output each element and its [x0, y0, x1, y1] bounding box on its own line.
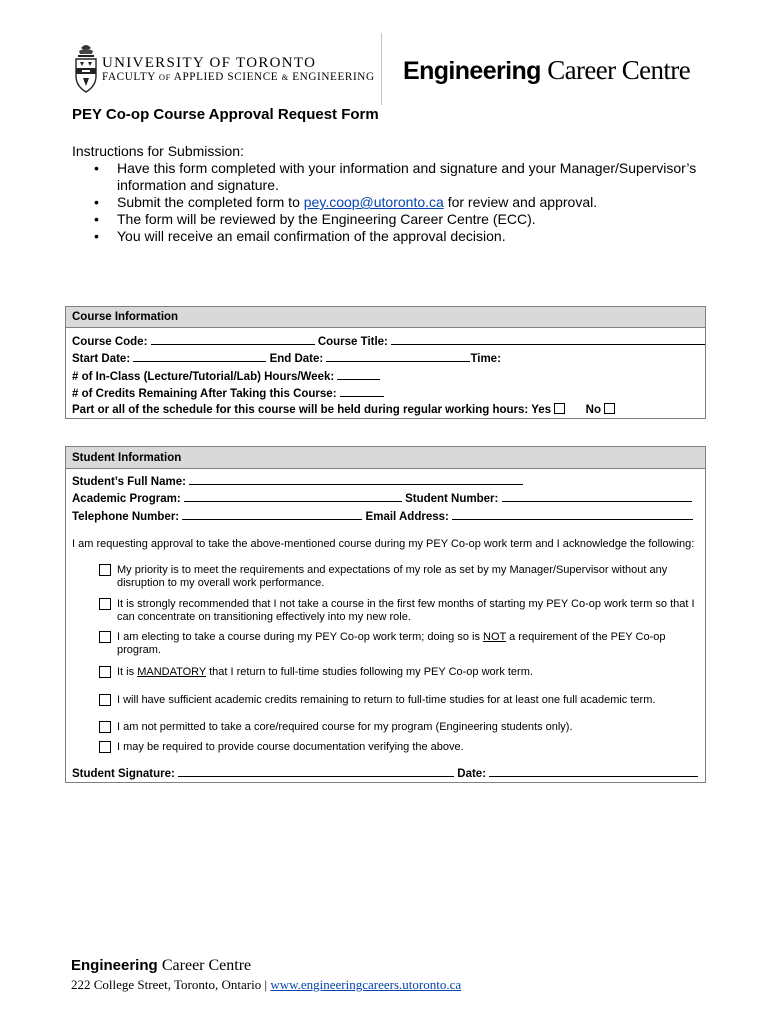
credits-remaining-field[interactable]: [340, 386, 384, 397]
instruction-item: • You will receive an email confirmation of the approval decision.: [94, 228, 714, 245]
contact-row: Telephone Number: Email Address:: [72, 509, 693, 523]
instruction-item: • The form will be reviewed by the Engineering Career Centre (ECC).: [94, 211, 714, 228]
program-row: Academic Program: Student Number:: [72, 491, 692, 505]
footer-website-link[interactable]: www.engineeringcareers.utoronto.ca: [270, 977, 462, 992]
course-information-heading: Course Information: [66, 307, 705, 328]
dates-row: Start Date: End Date: Time:: [72, 353, 501, 365]
ack-item-mandatory: It is MANDATORY that I return to full-time studies following my PEY Co-op work term.: [99, 666, 699, 679]
credits-row: # of Credits Remaining After Taking this Course:: [72, 386, 384, 400]
hours-row: # of In-Class (Lecture/Tutorial/Lab) Hours/Week:: [72, 369, 380, 383]
instruction-item-submit: • Submit the completed form to pey.coop@utoronto.ca for review and approval.: [94, 194, 714, 211]
end-date-field[interactable]: [326, 351, 470, 362]
email-address-field[interactable]: [452, 509, 693, 520]
start-date-field[interactable]: [133, 351, 266, 362]
header-divider: [381, 33, 382, 105]
ack-item-priority: My priority is to meet the requirements and expectations of my role as set by my Manager/Supervisor without any disruption to my overall work performance.: [99, 564, 699, 590]
ack-electing-checkbox[interactable]: [99, 631, 111, 643]
footer-address: 222 College Street, Toronto, Ontario | www.engineeringcareers.utoronto.ca: [71, 977, 462, 992]
ack-item-core-course: I am not permitted to take a core/required course for my program (Engineering students only).: [99, 721, 699, 734]
ack-item-credits: I will have sufficient academic credits remaining to return to full-time studies for at least one full academic term.: [99, 694, 699, 707]
student-number-field[interactable]: [502, 491, 692, 502]
course-code-row: Course Code: Course Title:: [72, 334, 705, 348]
schedule-yes-checkbox[interactable]: [554, 403, 565, 414]
signature-row: Student Signature: Date:: [72, 766, 698, 780]
page-header: [0, 0, 770, 100]
instructions-list: [94, 160, 714, 245]
acknowledgement-intro: I am requesting approval to take the above-mentioned course during my PEY Co-op work term and I acknowledge the following:: [72, 538, 695, 550]
instructions-heading: Instructions for Submission:: [72, 143, 244, 159]
course-information-section: [65, 306, 706, 419]
ecc-logo: Engineering Career Centre: [403, 55, 691, 85]
university-crest-icon: [73, 42, 99, 94]
faculty-name: FACULTY OF APPLIED SCIENCE & ENGINEERING: [102, 71, 375, 83]
telephone-field[interactable]: [182, 509, 362, 520]
ack-priority-checkbox[interactable]: [99, 564, 111, 576]
instruction-item: • Have this form completed with your information and signature and your Manager/Supervisor’s information and signature.: [94, 160, 714, 194]
ack-item-electing: I am electing to take a course during my PEY Co-op work term; doing so is NOT a requirement of the PEY Co-op program.: [99, 631, 699, 657]
hours-per-week-field[interactable]: [337, 369, 380, 380]
schedule-row: Part or all of the schedule for this course will be held during regular working hours: Yes No: [72, 403, 615, 416]
ack-mandatory-checkbox[interactable]: [99, 666, 111, 678]
student-signature-field[interactable]: [178, 766, 454, 777]
ack-item-documentation: I may be required to provide course documentation verifying the above.: [99, 741, 699, 754]
signature-date-field[interactable]: [489, 766, 698, 777]
ack-item-recommended: It is strongly recommended that I not take a course in the first few months of starting my PEY Co-op work term so that I can concentrate on transitioning effectively into my new role.: [99, 598, 699, 624]
footer-ecc-logo: Engineering Career Centre: [71, 957, 252, 974]
ack-core-course-checkbox[interactable]: [99, 721, 111, 733]
academic-program-field[interactable]: [184, 491, 402, 502]
ack-documentation-checkbox[interactable]: [99, 741, 111, 753]
submission-email-link[interactable]: pey.coop@utoronto.ca: [303, 194, 444, 210]
course-title-field[interactable]: [391, 334, 705, 345]
full-name-row: Student’s Full Name:: [72, 474, 523, 488]
student-information-heading: Student Information: [66, 447, 705, 469]
full-name-field[interactable]: [189, 474, 523, 485]
schedule-no-checkbox[interactable]: [604, 403, 615, 414]
ack-recommended-checkbox[interactable]: [99, 598, 111, 610]
ack-credits-checkbox[interactable]: [99, 694, 111, 706]
form-title: PEY Co-op Course Approval Request Form: [72, 106, 379, 123]
student-information-section: [65, 446, 706, 783]
course-code-field[interactable]: [151, 334, 315, 345]
university-name: UNIVERSITY OF TORONTO: [102, 55, 317, 71]
